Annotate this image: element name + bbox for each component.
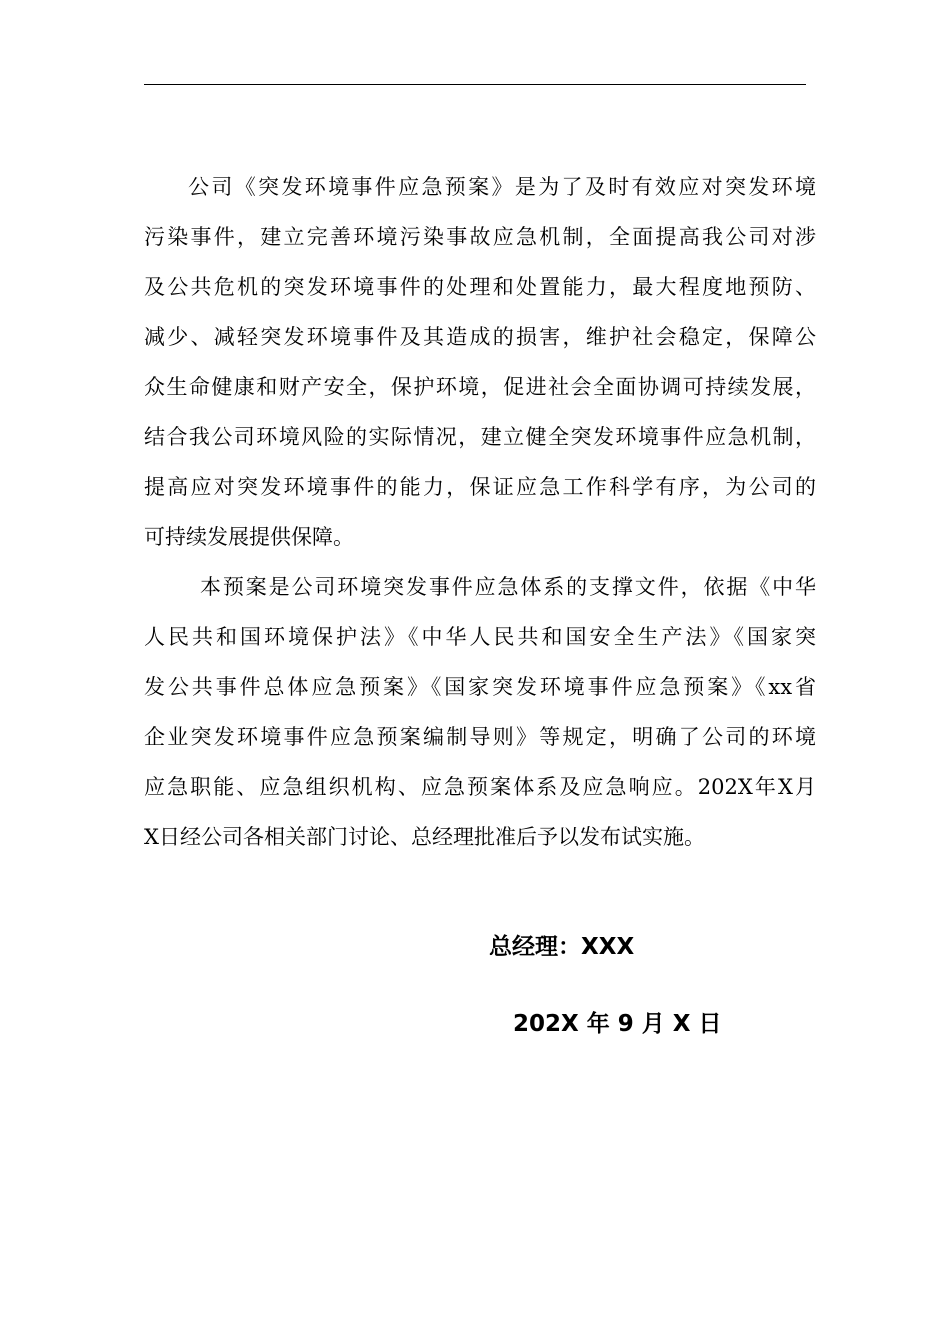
document-body [144, 162, 816, 862]
paragraph-1-line: 污染事件，建立完善环境污染事故应急机制，全面提高我公司对涉 [144, 225, 816, 249]
paragraph-1-line: 结合我公司环境风险的实际情况，建立健全突发环境事件应急机制， [144, 425, 816, 449]
paragraph-1-line: 可持续发展提供保障。 [144, 525, 354, 549]
paragraph-2-line: X日经公司各相关部门讨论、总经理批准后予以发布试实施。 [144, 825, 705, 849]
paragraph-1-line: 及公共危机的突发环境事件的处理和处置能力，最大程度地预防、 [144, 275, 816, 299]
paragraph-2-line: 企业突发环境事件应急预案编制导则》等规定，明确了公司的环境 [144, 725, 816, 749]
signature-title: 总经理：XXX [489, 934, 635, 960]
paragraph-2-line: 发公共事件总体应急预案》《国家突发环境事件应急预案》《xx省 [144, 675, 816, 699]
paragraph-2-line: 人民共和国环境保护法》《中华人民共和国安全生产法》《国家突 [144, 625, 816, 649]
paragraph-2-line: 应急职能、应急组织机构、应急预案体系及应急响应。202X年X月 [144, 775, 816, 799]
paragraph-1-line: 减少、减轻突发环境事件及其造成的损害，维护社会稳定，保障公 [144, 325, 816, 349]
paragraph-2-line: 本预案是公司环境突发事件应急体系的支撑文件，依据《中华 [200, 575, 816, 599]
paragraph-1-line: 众生命健康和财产安全，保护环境，促进社会全面协调可持续发展， [144, 375, 816, 399]
signature-date: 202X 年 9 月 X 日 [513, 1011, 722, 1037]
paragraph-1-line: 公司《突发环境事件应急预案》是为了及时有效应对突发环境 [188, 175, 816, 199]
header-rule [144, 84, 806, 85]
paragraph-1-line: 提高应对突发环境事件的能力，保证应急工作科学有序，为公司的 [144, 475, 816, 499]
